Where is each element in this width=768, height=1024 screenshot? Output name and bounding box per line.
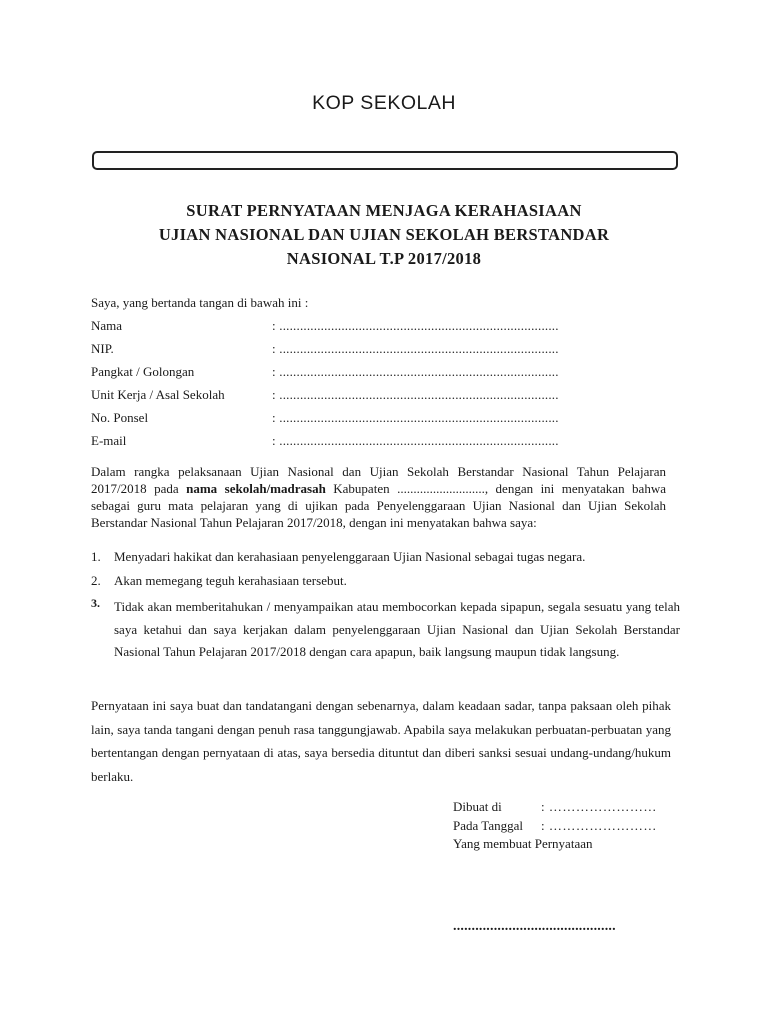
list-text: Akan memegang teguh kerahasiaan tersebut. <box>114 573 347 588</box>
field-row-unit-kerja <box>91 387 611 410</box>
list-number: 3. <box>91 596 100 610</box>
field-label: Pangkat / Golongan <box>91 364 195 379</box>
field-blank: : ................................................................................. <box>272 410 559 425</box>
list-number: 2. <box>91 573 101 588</box>
date-label: Pada Tanggal <box>453 817 523 833</box>
school-name-placeholder: nama sekolah/madrasah <box>186 481 326 496</box>
field-label: Unit Kerja / Asal Sekolah <box>91 387 225 402</box>
letterhead-box <box>92 151 678 170</box>
field-blank: : ................................................................................. <box>272 318 559 333</box>
document-title <box>0 199 768 271</box>
field-blank: : ................................................................................. <box>272 341 559 356</box>
title-line-1: SURAT PERNYATAAN MENJAGA KERAHASIAAN <box>186 201 582 220</box>
signer-caption: Yang membuat Pernyataan <box>453 836 593 851</box>
field-label: Nama <box>91 318 123 333</box>
field-blank: : ................................................................................. <box>272 364 559 379</box>
field-label: No. Ponsel <box>91 410 149 425</box>
signature-row-place <box>453 799 713 818</box>
field-label: NIP. <box>91 341 114 356</box>
signature-row-maker <box>453 836 713 855</box>
field-row-nip <box>91 341 611 364</box>
field-row-pangkat <box>91 364 611 387</box>
date-blank: : …………………… <box>541 817 657 833</box>
list-text: Menyadari hakikat dan kerahasiaan penyelenggaraan Ujian Nasional sebagai tugas negara. <box>114 549 586 564</box>
field-row-ponsel <box>91 410 611 433</box>
signature-row-date <box>453 818 713 837</box>
letterhead-title: KOP SEKOLAH <box>312 92 456 114</box>
field-blank: : ................................................................................. <box>272 433 559 448</box>
identity-fields <box>91 318 611 456</box>
closing-paragraph: Pernyataan ini saya buat dan tandatangani dengan sebenarnya, dalam keadaan sadar, tanpa paksaan oleh pihak lain, saya tanda tangani dengan penuh rasa tanggungjawab. Apabila saya melakukan perbuatan-perbuatan yang bertentangan dengan pernyataan di atas, saya bersedia dituntut dan diberi sanksi sesuai undang-undang/hukum berlaku. <box>91 698 671 784</box>
field-label: E-mail <box>91 433 127 448</box>
paragraph-text: Dalam rangka pelaksanaan Ujian Nasional dan Ujian Sekolah Berstandar Nasional Tahun Pelajaran 2017/2018 pada <box>91 464 666 496</box>
signature-line: ............................................ <box>453 919 616 934</box>
title-line-3: NASIONAL T.P 2017/2018 <box>286 249 482 268</box>
intro-text: Saya, yang bertanda tangan di bawah ini : <box>91 295 309 310</box>
list-number: 1. <box>91 549 101 564</box>
field-row-nama <box>91 318 611 341</box>
list-text: Tidak akan memberitahukan / menyampaikan atau membocorkan kepada sipapun, segala sesuatu yang telah saya ketahui dan saya kerjakan dalam penyelenggaraan Ujian Nasional dan Ujian Sekolah Berstandar Nasional Tahun Pelajaran 2017/2018 dengan cara apapun, baik langsung maupun tidak langsung. <box>114 599 680 659</box>
field-blank: : ................................................................................. <box>272 387 559 402</box>
place-blank: : …………………… <box>541 799 657 814</box>
statement-paragraph <box>91 463 666 531</box>
title-line-2: UJIAN NASIONAL DAN UJIAN SEKOLAH BERSTANDAR <box>158 225 610 244</box>
paragraph-text: Kabupaten ..........................., dengan ini menyatakan bahwa sebagai guru mata pelajaran yang di ujikan pada Penyelenggaraan Ujian Nasional dan Ujian Sekolah Berstandar Nasional Tahun Pelajaran 2017/2018, dengan ini menyatakan bahwa saya: <box>91 481 666 530</box>
field-row-email <box>91 433 611 456</box>
signature-block <box>453 799 713 855</box>
place-label: Dibuat di <box>453 799 502 814</box>
